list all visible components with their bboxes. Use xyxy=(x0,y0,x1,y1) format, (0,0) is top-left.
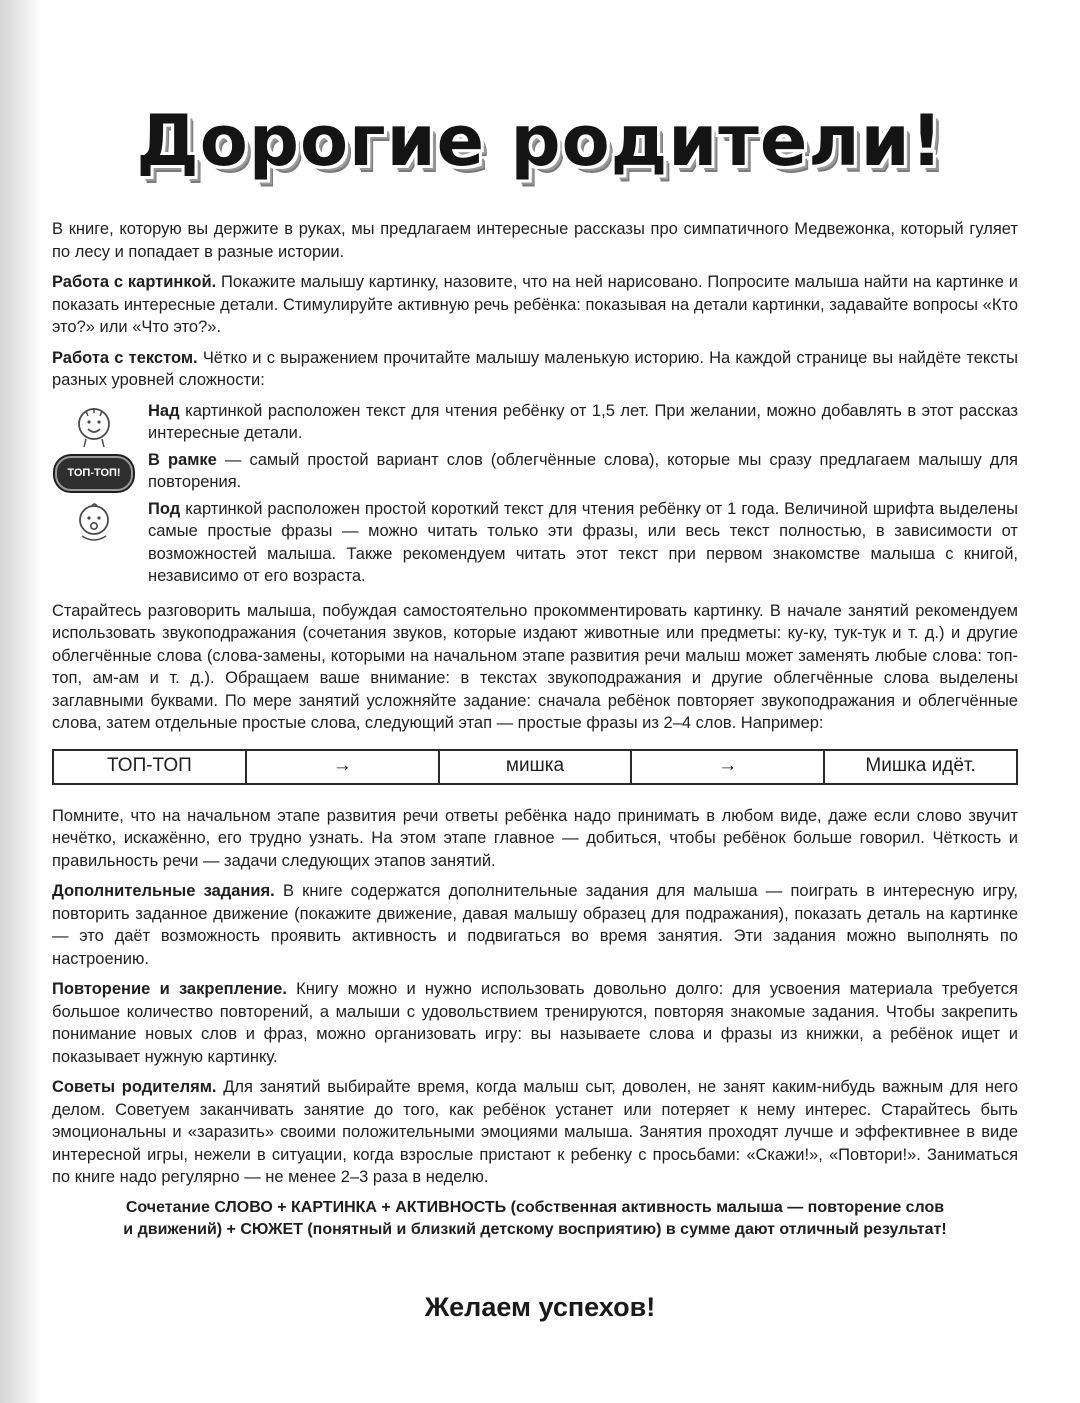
word-progression-table xyxy=(52,749,1018,785)
tips-label: Советы родителям. xyxy=(52,1078,217,1096)
difficulty-levels xyxy=(52,400,1018,588)
picture-work-paragraph xyxy=(52,271,1018,339)
chain-cell-simple-word: мишка xyxy=(439,750,632,784)
level-frame-text: — самый простой вариант слов (облегчённые слова), которые мы сразу предлагаем малышу для повторения. xyxy=(148,450,1018,491)
repeat-label: Повторение и закрепление. xyxy=(52,980,287,998)
intro-paragraph: В книге, которую вы держите в руках, мы предлагаем интересные рассказы про симпатичного Медвежонка, который гуляет по лесу и попадает в разные истории. xyxy=(52,220,1018,261)
level-item-above xyxy=(52,400,1018,445)
chain-cell-phrase: Мишка идёт. xyxy=(824,750,1017,784)
summary-formula xyxy=(52,1197,1018,1241)
page-title: Дорогие родители! xyxy=(136,100,944,182)
tips-text: Для занятий выбирайте время, когда малыш сыт, доволен, не занят каким-нибудь важным для него делом. Советуем заканчивать занятие до того, как ребёнок устанет или потеряет к нему интерес. Старайтесь быть эмоциональны и «заразить» своими положительными эмоциями малыша. Занятия проходят лучше и эффективнее в виде интересной игры, нежели в ситуации, когда взрослые пристают к ребенку с просьбами: «Скажи!», «Повтори!». Заниматься по книге надо регулярно — не менее 2–3 раза в неделю. xyxy=(52,1078,1018,1186)
tips-paragraph xyxy=(52,1076,1018,1189)
level-item-below xyxy=(52,498,1018,588)
top-top-badge-label: ТОП-ТОП! xyxy=(55,456,132,491)
level-below-lead: Под xyxy=(148,499,181,518)
top-top-badge xyxy=(54,449,134,499)
talk-paragraph: Старайтесь разговорить малыша, побуждая самостоятельно прокомментировать картинку. В начале занятий рекомендуем использовать звукоподражания (сочетания звуков, которые издают животные или предметы: ку-ку, тук-тук и т. д.) и другие облегчённые слова (слова-замены, которыми на начальном этапе развития речи малыш может заменять любые слова: топ-топ, ам-ам и т. д.). Обращаем ваше внимание: в текстах звукоподражания и другие облегчённые слова выделены заглавными буквами. По мере занятий усложняйте задание: сначала ребёнок повторяет звукоподражания и облегчённые слова, затем отдельные простые слова, следующий этап — простые фразы из 2–4 слов. Например: xyxy=(52,601,1018,732)
remember-paragraph: Помните, что на начальном этапе развития речи ответы ребёнка надо принимать в любом виде, даже если слово звучит нечётко, искажённо, его трудно узнать. На этом этапе главное — добиться, чтобы ребёнок больше говорил. Чёткость и правильность речи — задачи следующих этапов занятий. xyxy=(52,806,1018,870)
extra-tasks-label: Дополнительные задания. xyxy=(52,882,275,900)
baby-face-icon xyxy=(54,498,134,548)
level-frame-lead: В рамке xyxy=(148,450,217,469)
text-work-text: Чётко и с выражением прочитайте малышу маленькую историю. На каждой странице вы найдёте тексты разных уровней сложности: xyxy=(52,348,1018,389)
text-work-paragraph xyxy=(52,347,1018,392)
level-below-text: картинкой расположен простой короткий текст для чтения ребёнку от 1 года. Величиной шрифта выделены самые простые фразы — можно читать только эти фразы, или весь текст полностью, в зависимости от возможностей малыша. Также рекомендуем читать этот текст при первом знакомстве малыша с книгой, независимо от его возраста. xyxy=(148,499,1018,585)
picture-work-text: Покажите малышу картинку, назовите, что на ней нарисовано. Попросите малыша найти на картинке и показать интересные детали. Стимулируйте активную речь ребёнка: показывая на детали картинки, задавайте вопросы «Кто это?» или «Что это?». xyxy=(52,273,1018,336)
closing-wish: Желаем успехов! xyxy=(424,1292,656,1322)
child-face-icon xyxy=(54,400,134,450)
chain-arrow-icon: → xyxy=(631,750,824,784)
extra-tasks-paragraph xyxy=(52,880,1018,970)
picture-work-label: Работа с картинкой. xyxy=(52,273,217,291)
table-row xyxy=(53,750,1017,784)
main-text xyxy=(52,218,1018,1241)
repeat-paragraph xyxy=(52,978,1018,1068)
level-above-text: картинкой расположен текст для чтения ребёнку от 1,5 лет. При желании, можно добавлять в этот рассказ интересные детали. xyxy=(148,401,1018,442)
summary-line: и движений) + СЮЖЕТ (понятный и близкий детскому восприятию) в сумме дают отличный результат! xyxy=(123,1220,947,1238)
extra-tasks-text: В книге содержатся дополнительные задания для малыша — поиграть в интересную игру, повторить заданное движение (покажите движение, давая малышу образец для подражания), показать деталь на картинке — это даёт возможность проявить активность и подвигаться во время занятия. Эти задания можно выполнять по настроению. xyxy=(52,882,1018,968)
repeat-text: Книгу можно и нужно использовать довольно долго: для усвоения материала требуется большое количество повторений, а малыши с удовольствием тренируются, повторяя знакомые задания. Чтобы закрепить понимание новых слов и фраз, можно организовать игру: вы называете слова и фразы из книжки, а ребёнок ищет и показывает нужную картинку. xyxy=(52,980,1018,1066)
text-work-label: Работа с текстом. xyxy=(52,348,198,367)
level-item-frame xyxy=(52,449,1018,494)
summary-line: Сочетание СЛОВО + КАРТИНКА + АКТИВНОСТЬ (собственная активность малыша — повторение слов xyxy=(125,1198,945,1216)
chain-arrow-icon: → xyxy=(246,750,439,784)
book-spine-shadow xyxy=(0,0,42,1403)
level-above-lead: Над xyxy=(148,401,180,420)
chain-cell-sound-word: ТОП-ТОП xyxy=(53,750,246,784)
